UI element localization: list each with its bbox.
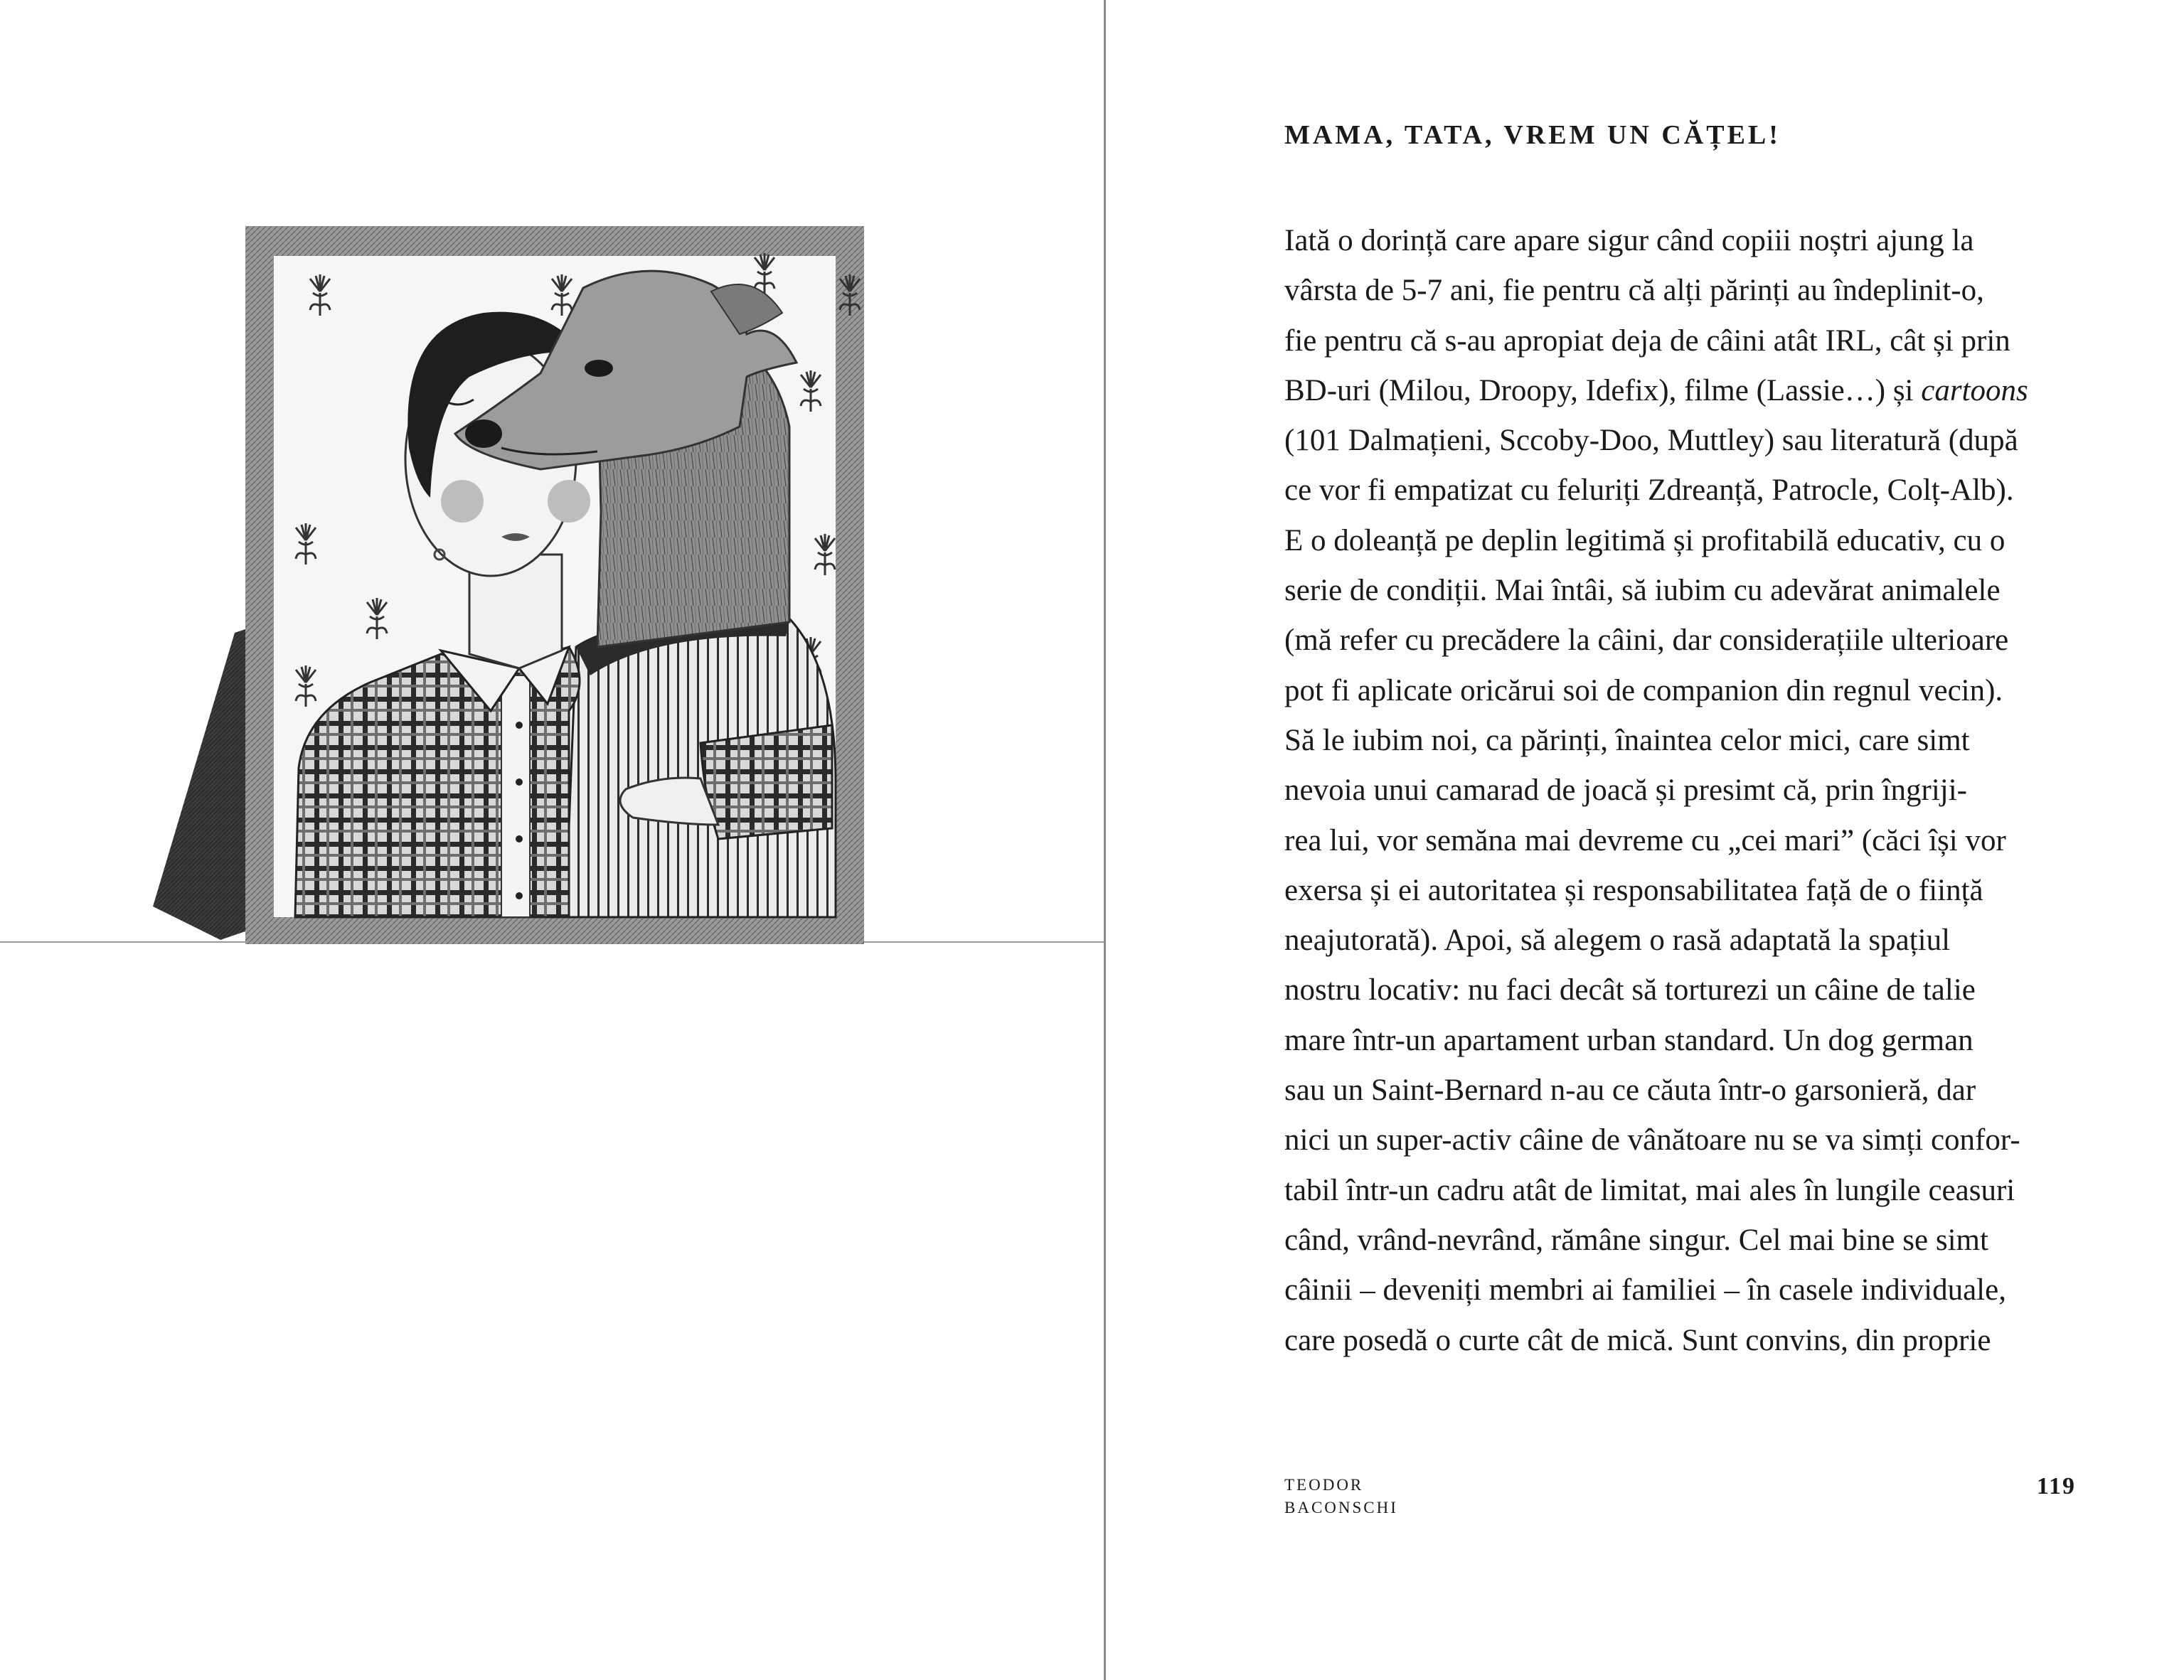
- illustration: [0, 213, 1104, 960]
- author-first-name: TEODOR: [1284, 1476, 1364, 1494]
- right-page: [1107, 0, 2184, 1680]
- body-line: BD-uri (Milou, Droopy, Idefix), filme (Lassie…) și cartoons: [1284, 373, 2028, 407]
- body-line: nici un super-activ câine de vânătoare nu se va simți confor-: [1284, 1123, 2020, 1157]
- body-line: pot fi aplicate oricărui soi de companion din regnul vecin).: [1284, 673, 2003, 707]
- body-line: tabil într-un cadru atât de limitat, mai ales în lungile ceasuri: [1284, 1173, 2015, 1207]
- body-line: care posedă o curte cât de mică. Sunt convins, din proprie: [1284, 1323, 1991, 1357]
- body-line: exersa și ei autoritatea și responsabilitatea față de o ființă: [1284, 873, 1983, 907]
- body-line: rea lui, vor semăna mai devreme cu „cei mari” (căci își vor: [1284, 823, 2006, 857]
- body-line: Să le iubim noi, ca părinți, înaintea celor mici, care simt: [1284, 723, 1970, 757]
- body-line: ce vor fi empatizat cu feluriți Zdreanță, Patrocle, Colț-Alb).: [1284, 473, 2014, 508]
- italic-term: cartoons: [1921, 373, 2028, 407]
- book-gutter: [1104, 0, 1106, 1680]
- body-line: când, vrând-nevrând, rămâne singur. Cel mai bine se simt: [1284, 1223, 1988, 1257]
- body-line: nostru locativ: nu faci decât să torturezi un câine de talie: [1284, 973, 1976, 1007]
- body-line: E o doleanță pe deplin legitimă și profitabilă educativ, cu o: [1284, 523, 2005, 557]
- body-line: serie de condiții. Mai întâi, să iubim cu adevărat animalele: [1284, 574, 2001, 608]
- body-line: vârsta de 5-7 ani, fie pentru că alți părinți au îndeplinit-o,: [1284, 274, 1984, 308]
- page-number: 119: [2036, 1473, 2076, 1499]
- chapter-title: MAMA, TATA, VREM UN CĂȚEL!: [1284, 120, 1781, 150]
- author-last-name: BACONSCHI: [1284, 1499, 1398, 1516]
- body-line: nevoia unui camarad de joacă și presimt că, prin îngriji-: [1284, 774, 1967, 808]
- body-line: mare într-un apartament urban standard. Un dog german: [1284, 1023, 1973, 1057]
- body-line: câinii – deveniți membri ai familiei – în casele individuale,: [1284, 1273, 2006, 1307]
- body-line: neajutorată). Apoi, să alegem o rasă adaptată la spațiul: [1284, 924, 1951, 958]
- body-text: [1284, 216, 2109, 1366]
- body-line: sau un Saint-Bernard n-au ce căuta într-o garsonieră, dar: [1284, 1074, 1976, 1108]
- body-line: (101 Dalmațieni, Sccoby-Doo, Muttley) sau literatură (după: [1284, 424, 2018, 458]
- framed-portrait-girl-and-dog: [0, 213, 1104, 960]
- body-line: (mă refer cu precădere la câini, dar considerațiile ulterioare: [1284, 624, 2009, 658]
- running-footer-author: [1284, 1474, 1398, 1519]
- body-line: fie pentru că s-au apropiat deja de câini atât IRL, cât și prin: [1284, 323, 2010, 358]
- body-line: Iată o dorință care apare sigur când copiii noștri ajung la: [1284, 224, 1974, 257]
